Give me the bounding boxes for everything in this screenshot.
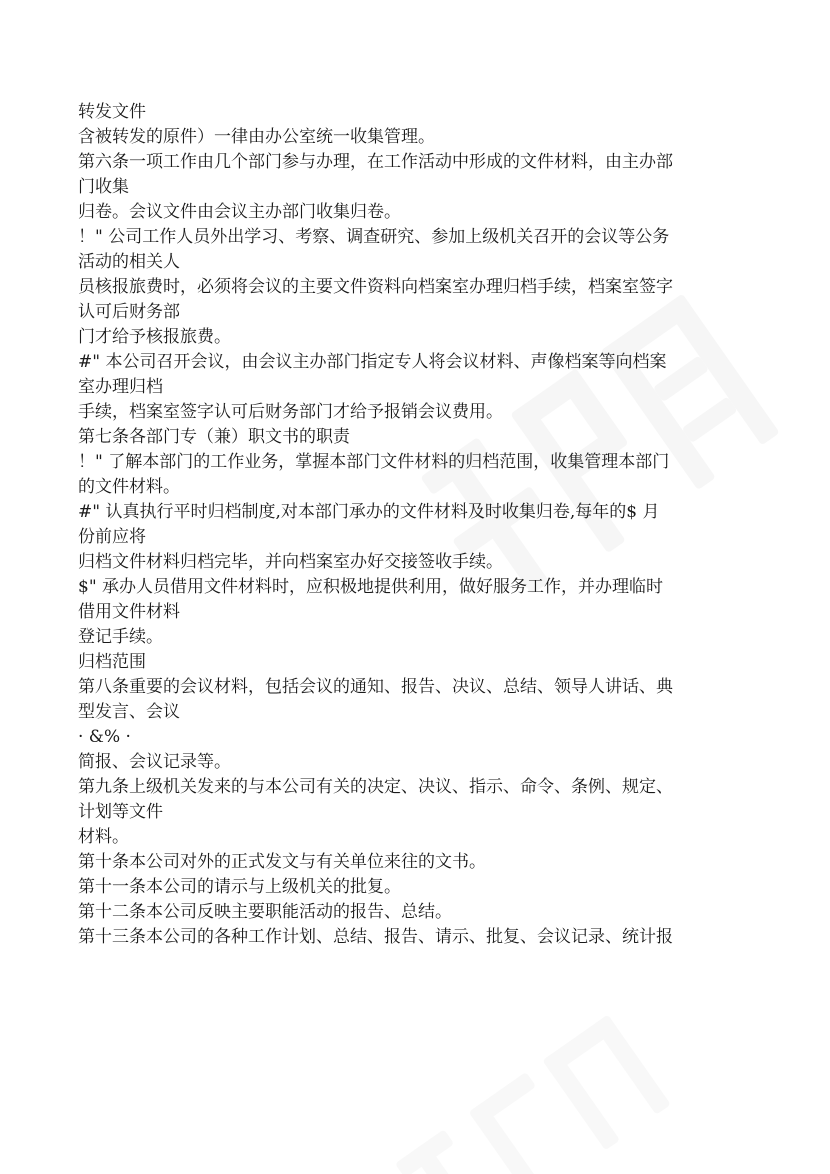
text-line: #" 认真执行平时归档制度,对本部门承办的文件材料及时收集归卷,每年的$ 月: [78, 502, 660, 522]
text-line: 型发言、会议: [78, 702, 180, 722]
text-line: $" 承办人员借用文件材料时，应积极地提供利用，做好服务工作，并办理临时: [78, 577, 664, 597]
text-line: 登记手续。: [78, 627, 163, 647]
section-heading: 第七条各部门专（兼）职文书的职责: [78, 427, 350, 447]
text-line: 份前应将: [78, 527, 146, 547]
text-line: 认可后财务部: [78, 302, 180, 322]
text-line: 员核报旅费时，必须将会议的主要文件资料向档案室办理归档手续，档案室签字: [78, 277, 673, 297]
text-line: 简报、会议记录等。: [78, 752, 231, 772]
text-line: 手续，档案室签字认可后财务部门才给予报销会议费用。: [78, 402, 503, 422]
text-line: 第十三条本公司的各种工作计划、总结、报告、请示、批复、会议记录、统计报: [78, 927, 673, 947]
text-line: 门收集: [78, 177, 129, 197]
text-line: 借用文件材料: [78, 602, 180, 622]
text-line: 第十条本公司对外的正式发文与有关单位来往的文书。: [78, 852, 486, 872]
text-line: 室办理归档: [78, 377, 163, 397]
text-line: ！" 了解本部门的工作业务，掌握本部门文件材料的归档范围，收集管理本部门: [78, 452, 670, 472]
text-line: #" 本公司召开会议，由会议主办部门指定专人将会议材料、声像档案等向档案: [78, 352, 667, 372]
text-line: 归档文件材料归档完毕，并向档案室办好交接签收手续。: [78, 552, 503, 572]
text-line: 转发文件: [78, 102, 146, 122]
text-line: ！" 公司工作人员外出学习、考察、调查研究、参加上级机关召开的会议等公务: [78, 227, 670, 247]
section-heading: 归档范围: [78, 652, 146, 672]
text-line: 的文件材料。: [78, 477, 180, 497]
text-line: 第十二条本公司反映主要职能活动的报告、总结。: [78, 902, 452, 922]
text-line: 门才给予核报旅费。: [78, 327, 231, 347]
text-line: 归卷。会议文件由会议主办部门收集归卷。: [78, 202, 401, 222]
page-number: · &% ·: [78, 727, 131, 747]
watermark-logo-bottom: [367, 987, 693, 1174]
text-line: 第六条一项工作由几个部门参与办理，在工作活动中形成的文件材料，由主办部: [78, 152, 673, 172]
text-line: 材料。: [78, 827, 129, 847]
text-line: 第九条上级机关发来的与本公司有关的决定、决议、指示、命令、条例、规定、: [78, 777, 673, 797]
text-line: 活动的相关人: [78, 252, 180, 272]
document-body: [78, 100, 768, 950]
text-line: 第十一条本公司的请示与上级机关的批复。: [78, 877, 401, 897]
text-line: 第八条重要的会议材料，包括会议的通知、报告、决议、总结、领导人讲话、典: [78, 677, 673, 697]
text-line: 计划等文件: [78, 802, 163, 822]
text-line: 含被转发的原件）一律由办公室统一收集管理。: [78, 127, 435, 147]
